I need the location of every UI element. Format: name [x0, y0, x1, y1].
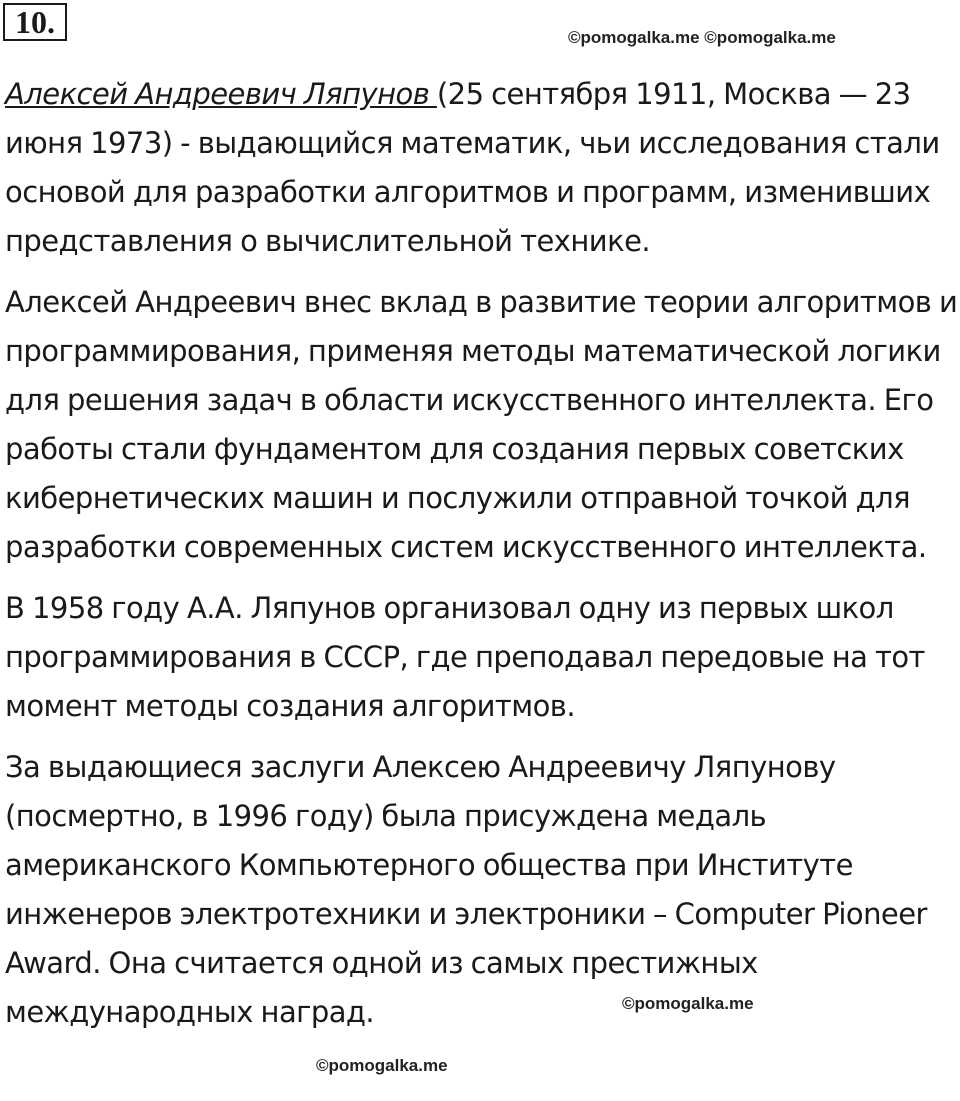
paragraph-contribution: Алексей Андреевич внес вклад в развитие теории алгоритмов и программирования, применяя методы математической логики для решения задач в области искусственного интеллекта. Его работы стали фундаментом для создания первых советских кибернетических машин и послужили отправной точкой для разработки современных систем искусственного интеллекта. [5, 285, 958, 564]
watermark-bottom: ©pomogalka.me [316, 1056, 448, 1075]
paragraph-school: В 1958 году А.А. Ляпунов организовал одну из первых школ программирования в СССР, где преподавал передовые на тот момент методы создания алгоритмов. [5, 591, 925, 723]
article-body [5, 70, 960, 1049]
paragraph-award: За выдающиеся заслуги Алексею Андреевичу Ляпунову (посмертно, в 1996 году) была присуждена медаль американского Компьютерного общества при Институте инженеров электротехники и электроники – Computer Pioneer Award. Она считается одной из самых престижных международных наград. [5, 750, 927, 1029]
watermark-middle: ©pomogalka.me [622, 994, 754, 1013]
paragraph-intro [5, 70, 960, 266]
paragraph-intro-text: (25 сентября 1911, Москва — 23 июня 1973) - выдающийся математик, чьи исследования стали основой для разработки алгоритмов и программ, изменивших представления о вычислительной технике. [5, 77, 940, 258]
watermark-top: ©pomogalka.me ©pomogalka.me [568, 28, 836, 47]
person-name-link[interactable]: Алексей Андреевич Ляпунов [5, 77, 437, 111]
task-number-badge: 10. [3, 3, 67, 41]
